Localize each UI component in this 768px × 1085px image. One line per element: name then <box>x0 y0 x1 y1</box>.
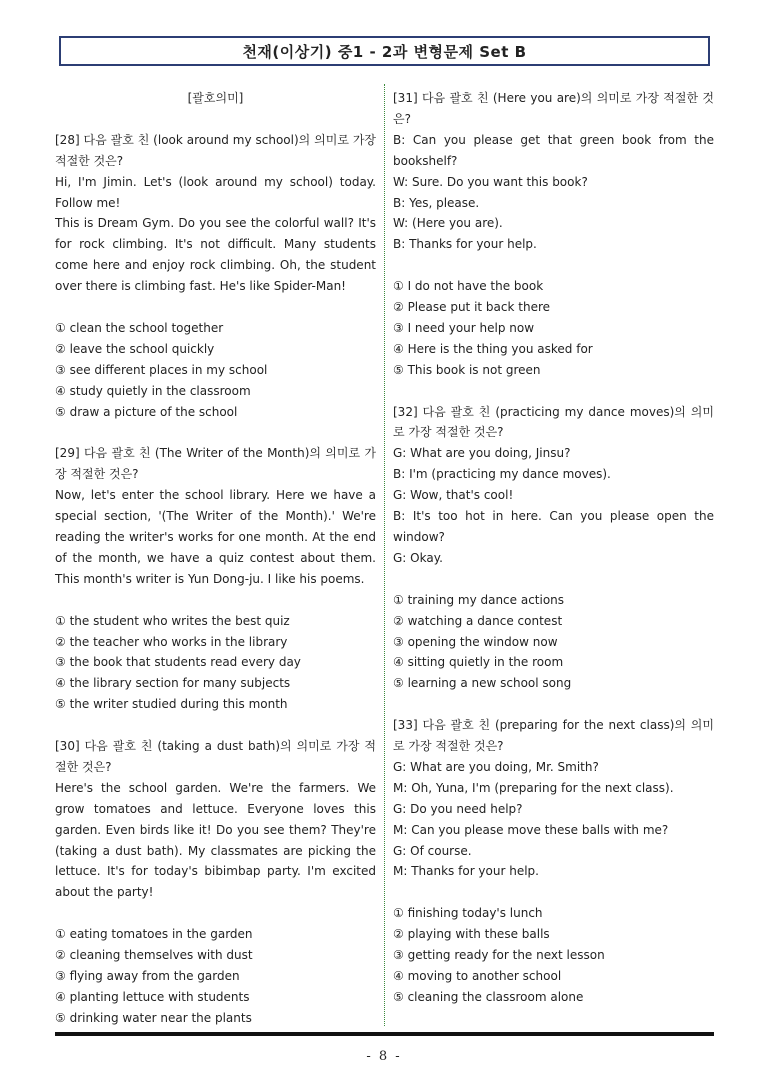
question-33-option-2: ② playing with these balls <box>393 927 550 942</box>
question-33-option-3: ③ getting ready for the next lesson <box>393 948 605 963</box>
question-33-option-5: ⑤ cleaning the classroom alone <box>393 989 584 1004</box>
question-30-option-4: ④ planting lettuce with students <box>55 989 250 1004</box>
question-28-passage-line1: Hi, I'm Jimin. Let's (look around my school) today. Follow me! <box>55 174 376 210</box>
question-29-option-3: ③ the book that students read every day <box>55 655 301 670</box>
question-31-option-4: ④ Here is the thing you asked for <box>393 341 593 356</box>
question-33-option-1: ① finishing today's lunch <box>393 906 543 921</box>
question-29-option-5: ⑤ the writer studied during this month <box>55 697 288 712</box>
question-31-dialogue-line: W: (Here you are). <box>393 216 503 231</box>
question-33-option-4: ④ moving to another school <box>393 968 562 983</box>
question-32-option-1: ① training my dance actions <box>393 592 565 607</box>
question-31-option-2: ② Please put it back there <box>393 300 551 315</box>
question-32-option-4: ④ sitting quietly in the room <box>393 655 564 670</box>
question-32-prompt: [32] 다음 괄호 친 (practicing my dance moves)의 의미로 가장 적절한 것은? <box>393 404 714 440</box>
question-28-option-2: ② leave the school quickly <box>55 341 215 356</box>
question-32-dialogue-line: G: What are you doing, Jinsu? <box>393 446 571 461</box>
question-31-dialogue-line: B: Thanks for your help. <box>393 237 537 252</box>
question-33-dialogue-line: M: Oh, Yuna, I'm (preparing for the next class). <box>393 780 674 795</box>
left-column <box>55 88 376 1029</box>
right-column <box>393 88 714 1008</box>
spacer <box>55 422 376 443</box>
question-31-dialogue-line: W: Sure. Do you want this book? <box>393 174 588 189</box>
question-33-dialogue-line: G: What are you doing, Mr. Smith? <box>393 759 599 774</box>
question-32-dialogue-line: G: Okay. <box>393 550 443 565</box>
question-33-dialogue-line: G: Of course. <box>393 843 472 858</box>
question-29-option-2: ② the teacher who works in the library <box>55 634 288 649</box>
question-33-dialogue-line: M: Can you please move these balls with me? <box>393 822 669 837</box>
question-30-prompt: [30] 다음 괄호 친 (taking a dust bath)의 의미로 가장 적절한 것은? <box>55 739 376 774</box>
question-31-option-3: ③ I need your help now <box>393 320 535 335</box>
question-33-dialogue-line: M: Thanks for your help. <box>393 864 539 879</box>
question-28-option-5: ⑤ draw a picture of the school <box>55 404 238 419</box>
question-31-dialogue-line: B: Can you please get that green book from the bookshelf? <box>393 132 714 168</box>
question-30-option-5: ⑤ drinking water near the plants <box>55 1010 252 1025</box>
column-divider <box>384 84 385 1026</box>
question-29-prompt: [29] 다음 괄호 친 (The Writer of the Month)의 의미로 가장 적절한 것은? <box>55 446 376 482</box>
question-28-option-3: ③ see different places in my school <box>55 362 268 377</box>
question-32-option-2: ② watching a dance contest <box>393 613 563 628</box>
spacer <box>55 715 376 736</box>
spacer <box>55 903 376 924</box>
question-33-dialogue-line: G: Do you need help? <box>393 801 523 816</box>
question-28-prompt: [28] 다음 괄호 친 (look around my school)의 의미로 가장 적절한 것은? <box>55 132 376 168</box>
question-29-option-1: ① the student who writes the best quiz <box>55 613 290 628</box>
page-title <box>59 36 710 66</box>
spacer <box>55 297 376 318</box>
spacer <box>393 882 714 903</box>
spacer <box>55 590 376 611</box>
spacer <box>55 109 376 130</box>
page-title-text: 천재(이상기) 중1 - 2과 변형문제 Set B <box>242 42 527 61</box>
spacer <box>393 381 714 402</box>
question-30-option-3: ③ flying away from the garden <box>55 968 240 983</box>
question-33-prompt: [33] 다음 괄호 친 (preparing for the next class)의 의미로 가장 적절한 것은? <box>393 718 714 754</box>
question-30-option-1: ① eating tomatoes in the garden <box>55 927 253 942</box>
question-32-option-5: ⑤ learning a new school song <box>393 676 572 691</box>
question-32-dialogue-line: G: Wow, that's cool! <box>393 488 514 503</box>
question-30-passage: Here's the school garden. We're the farmers. We grow tomatoes and lettuce. Everyone loves this garden. Even birds like it! Do you see them? They're (taking a dust bath). My classmates are picking the lettuce. It's for today's bibimbap party. I'm excited about the party! <box>55 780 376 900</box>
question-31-prompt: [31] 다음 괄호 친 (Here you are)의 의미로 가장 적절한 것은? <box>393 91 714 126</box>
page-number: - 8 - <box>366 1049 402 1064</box>
spacer <box>393 255 714 276</box>
question-28-passage-body: This is Dream Gym. Do you see the colorful wall? It's for rock climbing. It's not difficult. Many students come here and enjoy rock climbing. Oh, the student over there is climbing fast. He's like Spider-Man! <box>55 216 376 294</box>
question-31-option-1: ① I do not have the book <box>393 279 544 294</box>
section-heading: [괄호의미] <box>187 91 244 105</box>
question-32-dialogue-line: B: It's too hot in here. Can you please open the window? <box>393 509 714 544</box>
spacer <box>393 569 714 590</box>
question-29-passage: Now, let's enter the school library. Here we have a special section, '(The Writer of the Month).' We're reading the writer's works for one month. At the end of the month, we have a quiz contest about them. This month's writer is Yun Dong-ju. I like his poems. <box>55 488 376 586</box>
question-30-option-2: ② cleaning themselves with dust <box>55 948 253 963</box>
question-28-option-1: ① clean the school together <box>55 320 224 335</box>
question-31-dialogue-line: B: Yes, please. <box>393 195 480 210</box>
spacer <box>393 694 714 715</box>
footer-rule <box>55 1032 714 1036</box>
question-31-option-5: ⑤ This book is not green <box>393 362 541 377</box>
question-29-option-4: ④ the library section for many subjects <box>55 676 291 691</box>
question-32-option-3: ③ opening the window now <box>393 634 558 649</box>
question-28-option-4: ④ study quietly in the classroom <box>55 383 251 398</box>
question-32-dialogue-line: B: I'm (practicing my dance moves). <box>393 467 611 482</box>
